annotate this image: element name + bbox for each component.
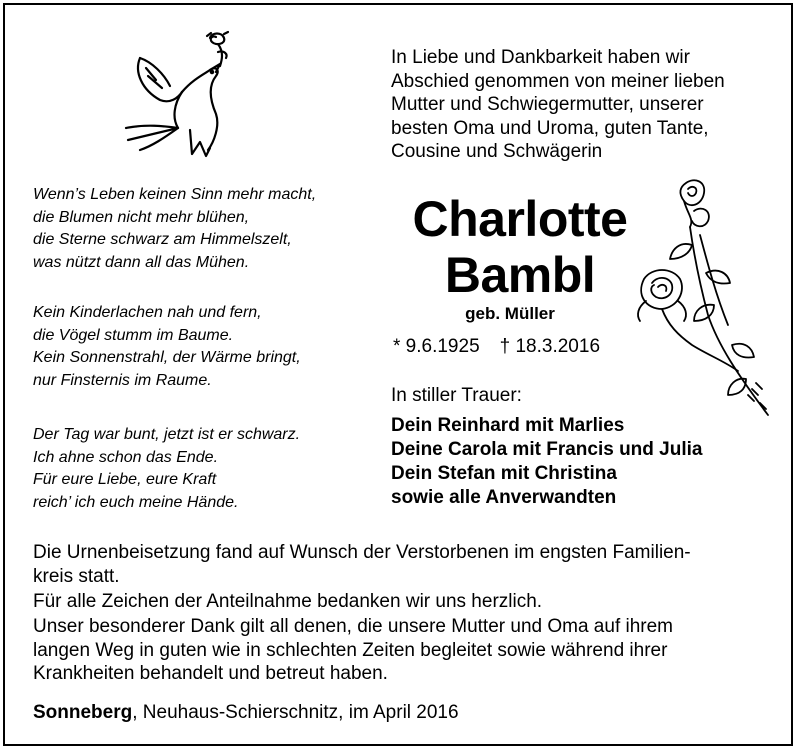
- deceased-first-name: Charlotte: [412, 191, 628, 247]
- intro-line: Cousine und Schwägerin: [391, 141, 603, 162]
- burial-note: [33, 541, 773, 588]
- poem-line: Für eure Liebe, eure Kraft: [33, 471, 217, 488]
- mourners-list: [391, 414, 702, 510]
- poem-line: nur Finsternis im Raume.: [33, 371, 212, 389]
- paragraph-line: Die Urnenbeisetzung fand auf Wunsch der Verstorbenen im engsten Familien-: [33, 542, 691, 563]
- poem-line: Der Tag war bunt, jetzt ist er schwarz.: [33, 426, 301, 443]
- intro-line: Abschied genommen von meiner lieben: [391, 70, 725, 92]
- poem-line: was nützt dann all das Mühen.: [33, 253, 250, 271]
- death-date: † 18.3.2016: [499, 336, 601, 357]
- thanks-note: [33, 590, 773, 614]
- poem-line: die Vögel stumm im Baume.: [33, 326, 234, 344]
- mourner-entry: Dein Reinhard mit Marlies: [391, 415, 625, 436]
- poem-line: Kein Sonnenstrahl, der Wärme bringt,: [33, 349, 301, 366]
- intro-line: In Liebe und Dankbarkeit haben wir: [391, 47, 690, 68]
- special-thanks-note: [33, 615, 773, 686]
- poem-line: die Sterne schwarz am Himmelszelt,: [33, 231, 292, 248]
- birth-date: * 9.6.1925: [393, 336, 480, 357]
- intro-line: besten Oma und Uroma, guten Tante,: [391, 117, 709, 139]
- closing-rest: , Neuhaus-Schierschnitz, im April 2016: [132, 702, 459, 723]
- dove-with-rose-icon: [112, 30, 247, 165]
- mourner-entry: Dein Stefan mit Christina: [391, 463, 617, 484]
- birth-name: geb. Müller: [465, 304, 555, 323]
- poem-stanza-2: [33, 302, 378, 392]
- poem-line: die Blumen nicht mehr blühen,: [33, 208, 250, 226]
- deceased-last-name: Bambl: [444, 247, 596, 303]
- paragraph-line: kreis statt.: [33, 565, 120, 587]
- mourner-entry: Deine Carola mit Francis und Julia: [391, 439, 703, 460]
- poem-line: Kein Kinderlachen nah und fern,: [33, 304, 262, 321]
- paragraph-line: langen Weg in guten wie in schlechten Zeiten begleitet sowie während ihrer: [33, 639, 668, 661]
- intro-text: [391, 46, 786, 164]
- life-dates: [393, 336, 600, 358]
- mourning-intro: In stiller Trauer:: [391, 385, 522, 406]
- closing-place: Sonneberg: [33, 702, 133, 723]
- paragraph-line: Krankheiten behandelt und betreut haben.: [33, 663, 388, 684]
- paragraph-line: Für alle Zeichen der Anteilnahme bedanken wir uns herzlich.: [33, 591, 543, 612]
- poem-stanza-1: [33, 184, 378, 274]
- poem-line: reich’ ich euch meine Hände.: [33, 493, 239, 511]
- poem-line: Wenn’s Leben keinen Sinn mehr macht,: [33, 186, 317, 203]
- mourner-entry: sowie alle Anverwandten: [391, 487, 617, 508]
- poem-line: Ich ahne schon das Ende.: [33, 448, 219, 466]
- poem-stanza-3: [33, 424, 378, 514]
- place-and-date: [33, 702, 459, 724]
- intro-line: Mutter und Schwiegermutter, unserer: [391, 94, 704, 115]
- paragraph-line: Unser besonderer Dank gilt all denen, die unsere Mutter und Oma auf ihrem: [33, 616, 674, 637]
